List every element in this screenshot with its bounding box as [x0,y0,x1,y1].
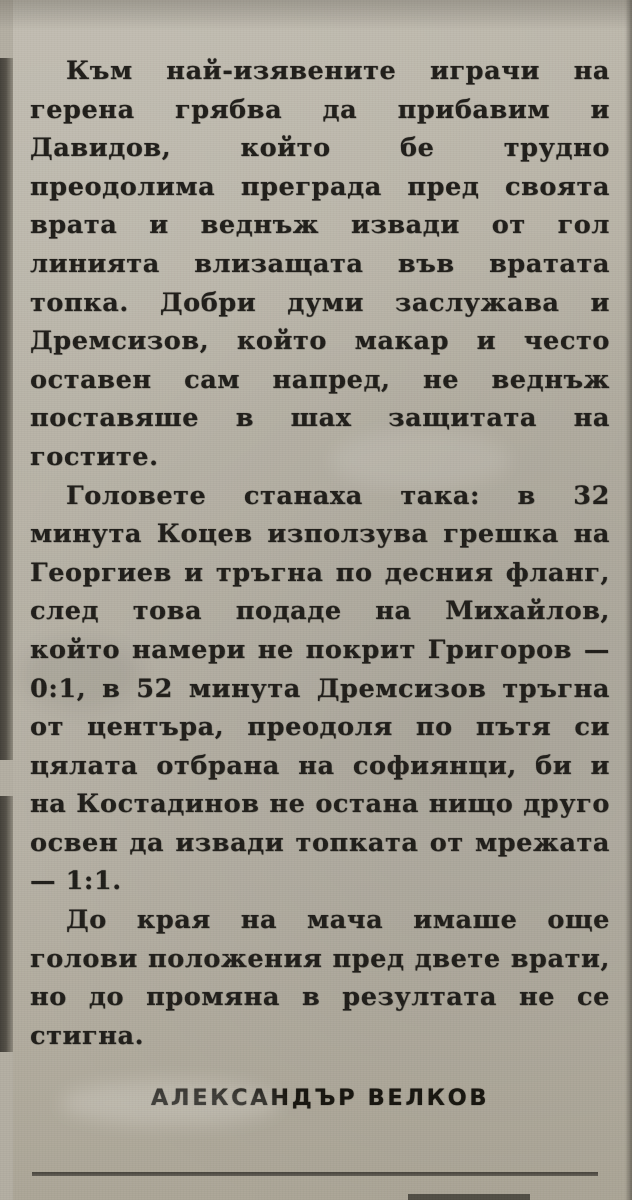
article-body [30,52,610,1111]
article-paragraph: Към най-изявените играчи на герена грябва да прибавим и Давидов, който бе трудно преодолима преграда пред своята врата и веднъж извади от гол линията влизащата във вратата топка. Добри думи заслужава и Дремсизов, който макар и често оставен сам напред, не веднъж поставяше в шах защитата на гостите. [30,56,610,472]
top-edge-shadow [0,0,632,30]
article-paragraph: До края на мача имаше още голови положения пред двете врати, но до промяна в резултата не се стигна. [30,905,610,1051]
left-column-gutter [0,0,13,1200]
article-paragraph: Головете станаха така: в 32 минута Коцев използува грешка на Георгиев и тръгна по десния фланг, след това подаде на Михайлов, който намери не покрит Григоров — 0:1, в 52 минута Дремсизов тръгна от центъра, преодоля по пътя си цялата отбрана на софиянци, би и на Костадинов не остана нищо друго освен да извади топката от мрежата — 1:1. [30,480,610,897]
horizontal-rule-stub [408,1194,530,1200]
horizontal-rule [32,1172,598,1176]
gutter-break-middle [0,760,13,796]
article-byline: АЛЕКСАНДЪР ВЕЛКОВ [150,1085,490,1112]
gutter-break-bottom [0,1052,13,1200]
right-page-edge [625,0,632,1200]
